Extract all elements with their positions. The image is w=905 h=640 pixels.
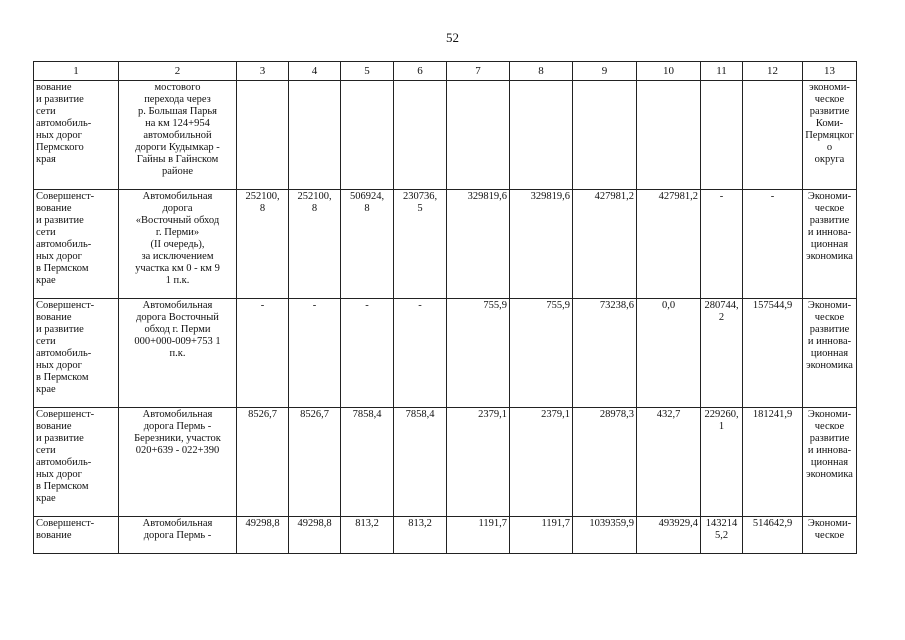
value-cell: 755,9 xyxy=(510,299,573,408)
value-cell: 8526,7 xyxy=(237,408,289,517)
column-header: 3 xyxy=(237,62,289,81)
value-cell xyxy=(394,81,447,190)
value-cell: - xyxy=(341,299,394,408)
program-cell: Совершенст- вование xyxy=(34,517,119,554)
value-cell: 506924, 8 xyxy=(341,190,394,299)
program-cell: Совершенст- вование и развитие сети автомобиль- ных дорог в Пермском крае xyxy=(34,408,119,517)
column-header: 13 xyxy=(803,62,857,81)
column-header: 10 xyxy=(637,62,701,81)
table-row xyxy=(34,408,857,517)
value-cell: 229260, 1 xyxy=(701,408,743,517)
goal-cell: Экономи- ческое развитие и иннова- ционная экономика xyxy=(803,408,857,517)
value-cell: 73238,6 xyxy=(573,299,637,408)
goal-cell: Экономи- ческое развитие и иннова- ционная экономика xyxy=(803,299,857,408)
column-header: 9 xyxy=(573,62,637,81)
value-cell: 49298,8 xyxy=(237,517,289,554)
goal-cell: экономи- ческое развитие Коми- Пермяцкого округа xyxy=(803,81,857,190)
value-cell: 280744, 2 xyxy=(701,299,743,408)
object-cell: Автомобильная дорога Пермь - xyxy=(119,517,237,554)
value-cell: 8526,7 xyxy=(289,408,341,517)
value-cell: 7858,4 xyxy=(341,408,394,517)
value-cell: - xyxy=(394,299,447,408)
value-cell xyxy=(743,81,803,190)
column-header: 8 xyxy=(510,62,573,81)
value-cell: 181241,9 xyxy=(743,408,803,517)
value-cell: 813,2 xyxy=(394,517,447,554)
goal-cell: Экономи- ческое xyxy=(803,517,857,554)
value-cell: 432,7 xyxy=(637,408,701,517)
value-cell: 427981,2 xyxy=(573,190,637,299)
table-row xyxy=(34,81,857,190)
value-cell: 0,0 xyxy=(637,299,701,408)
value-cell: 755,9 xyxy=(447,299,510,408)
value-cell xyxy=(341,81,394,190)
value-cell: 813,2 xyxy=(341,517,394,554)
value-cell: 329819,6 xyxy=(510,190,573,299)
value-cell xyxy=(447,81,510,190)
value-cell xyxy=(701,81,743,190)
value-cell: 49298,8 xyxy=(289,517,341,554)
value-cell: 157544,9 xyxy=(743,299,803,408)
program-cell: Совершенст- вование и развитие сети автомобиль- ных дорог в Пермском крае xyxy=(34,190,119,299)
value-cell: - xyxy=(701,190,743,299)
value-cell: 252100, 8 xyxy=(237,190,289,299)
value-cell xyxy=(637,81,701,190)
column-header: 5 xyxy=(341,62,394,81)
value-cell: 1191,7 xyxy=(447,517,510,554)
value-cell: 143214 5,2 xyxy=(701,517,743,554)
column-header: 1 xyxy=(34,62,119,81)
value-cell: - xyxy=(237,299,289,408)
value-cell: 28978,3 xyxy=(573,408,637,517)
goal-cell: Экономи- ческое развитие и иннова- ционная экономика xyxy=(803,190,857,299)
header-row xyxy=(34,62,857,81)
value-cell: 1039359,9 xyxy=(573,517,637,554)
value-cell: 2379,1 xyxy=(447,408,510,517)
value-cell: - xyxy=(743,190,803,299)
value-cell: - xyxy=(289,299,341,408)
column-header: 7 xyxy=(447,62,510,81)
object-cell: Автомобильная дорога Восточный обход г. Перми 000+000-009+753 1 п.к. xyxy=(119,299,237,408)
value-cell: 493929,4 xyxy=(637,517,701,554)
program-cell: Совершенст- вование и развитие сети автомобиль- ных дорог в Пермском крае xyxy=(34,299,119,408)
data-table xyxy=(33,61,857,554)
value-cell: 514642,9 xyxy=(743,517,803,554)
object-cell: мостового перехода через р. Большая Парья на км 124+954 автомобильной дороги Кудымкар - Гайны в Гайнском районе xyxy=(119,81,237,190)
column-header: 6 xyxy=(394,62,447,81)
column-header: 2 xyxy=(119,62,237,81)
page-number: 52 xyxy=(446,30,459,45)
value-cell xyxy=(289,81,341,190)
column-header: 11 xyxy=(701,62,743,81)
table-row xyxy=(34,190,857,299)
column-header: 12 xyxy=(743,62,803,81)
value-cell: 2379,1 xyxy=(510,408,573,517)
value-cell: 252100, 8 xyxy=(289,190,341,299)
object-cell: Автомобильная дорога Пермь - Березники, участок 020+639 - 022+390 xyxy=(119,408,237,517)
column-header: 4 xyxy=(289,62,341,81)
value-cell: 1191,7 xyxy=(510,517,573,554)
value-cell: 7858,4 xyxy=(394,408,447,517)
value-cell xyxy=(510,81,573,190)
value-cell: 427981,2 xyxy=(637,190,701,299)
value-cell: 230736, 5 xyxy=(394,190,447,299)
object-cell: Автомобильная дорога «Восточный обход г. Перми» (II очередь), за исключением участка км 0 - км 9 1 п.к. xyxy=(119,190,237,299)
table-row xyxy=(34,299,857,408)
value-cell: 329819,6 xyxy=(447,190,510,299)
table-row xyxy=(34,517,857,554)
program-cell: вование и развитие сети автомобиль- ных дорог Пермского края xyxy=(34,81,119,190)
value-cell xyxy=(237,81,289,190)
value-cell xyxy=(573,81,637,190)
